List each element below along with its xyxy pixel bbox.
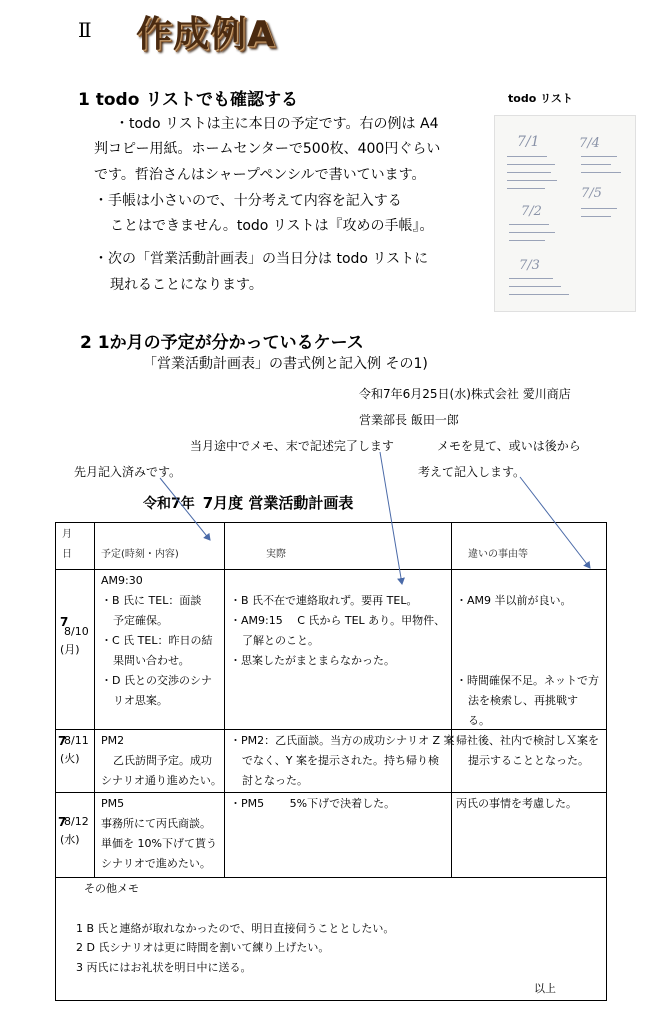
todo-date: 7/2 [521,204,542,219]
date-marker: 7 [58,734,67,748]
body-line: です。哲治さんはシャープペンシルで書いています。 [94,167,426,183]
date-main: 8/12 [64,815,89,828]
annotation-prev-month: 先月記入済みです。 [74,465,182,479]
body-line: ことはできません。todo リストは『攻めの手帳』。 [110,218,434,234]
page-title: 作成例A [136,14,276,55]
header-plan: 予定(時刻・内容) [101,549,179,560]
actual-line: ・PM5 5%下げで決着した。 [230,797,396,810]
annotation-later-2: 考えて記入します。 [418,465,526,479]
plan-line: ・B 氏に TEL：面談 [101,594,202,607]
header-day: 日 [62,549,72,560]
plan-line: シナリオで進めたい。 [101,857,211,870]
actual-line: ・思案したがまとまらなかった。 [230,654,395,667]
plan-line: シナリオ通り進めたい。 [101,774,222,787]
todo-date: 7/4 [579,136,600,151]
section2-heading: 2 1か月の予定が分かっているケース [80,333,364,353]
plan-line: AM9:30 [101,574,143,587]
plan-line: リオ思案。 [113,694,168,707]
diff-line: る。 [468,714,490,727]
body-line: ・手帳は小さいので、十分考えて内容を記入する [94,193,402,209]
todo-date: 7/3 [519,258,540,273]
body-line: 現れることになります。 [110,277,263,293]
body-line: ・todo リストは主に本日の予定です。右の例は A4 [115,116,439,132]
diff-line: 丙氏の事情を考慮した。 [456,797,577,810]
diff-line: 提示することとなった。 [468,754,589,767]
todo-list-caption: todo リスト [508,92,573,105]
date-marker: 7 [60,615,69,629]
weekday: (火) [60,752,80,765]
date-main: 8/10 [64,625,89,638]
diff-line: 法を検索し、再挑戦す [468,694,578,707]
actual-line: 了解とのこと。 [242,634,319,647]
author: 営業部長 飯田一郎 [359,413,459,427]
header-actual: 実際 [266,549,286,560]
plan-line: 予定確保。 [113,614,168,627]
plan-line: 果問い合わせ。 [113,654,190,667]
weekday: (月) [60,643,80,656]
plan-line: 乙氏訪問予定。成功 [113,754,212,767]
plan-line: ・C 氏 TEL：昨日の結 [101,634,213,647]
date-company: 令和7年6月25日(水)株式会社 愛川商店 [359,387,571,401]
body-line: ・次の「営業活動計画表」の当日分は todo リストに [94,251,429,267]
diff-line: ・AM9 半以前が良い。 [456,594,572,607]
date-main: 8/11 [64,734,89,747]
memo-item: 1 B 氏と連絡が取れなかったので、明日直接伺うこととしたい。 [76,922,395,935]
section1-heading: 1 todo リストでも確認する [78,90,298,110]
plan-line: ・D 氏との交渉のシナ [101,674,212,687]
actual-line: 討となった。 [242,774,308,787]
todo-date: 7/5 [581,186,602,201]
header-diff: 違いの事由等 [468,549,528,560]
memo-item: 2 D 氏シナリオは更に時間を割いて練り上げたい。 [76,941,330,954]
date-marker: 7 [58,815,67,829]
plan-line: PM2 [101,734,125,747]
diff-line: ・時間確保不足。ネットで方 [456,674,599,687]
arrow-prev-month [160,478,210,540]
actual-line: ・AM9:15 C 氏から TEL あり。甲物件、 [230,614,446,627]
plan-title-main: 7月度 営業活動計画表 [202,494,354,512]
todo-date: 7/1 [517,134,540,150]
plan-title-era: 令和7年 [143,496,195,512]
plan-line: 単価を 10%下げて貰う [101,837,217,850]
actual-line: ・PM2：乙氏面談。当方の成功シナリオ Z 案 [230,734,455,747]
closing-mark: 以上 [534,982,556,995]
arrow-later [520,477,590,568]
annotation-midmonth: 当月途中でメモ、末で記述完了します [190,439,394,453]
plan-line: 事務所にて丙氏商談。 [101,817,211,830]
weekday: (水) [60,833,80,846]
plan-line: PM5 [101,797,125,810]
actual-line: ・B 氏不在で連絡取れず。要再 TEL。 [230,594,418,607]
arrow-midmonth [380,452,402,584]
section-numeral: Ⅱ [78,18,92,42]
diff-line: 帰社後、社内で検討しＸ案を [456,734,599,747]
section2-subheading: 「営業活動計画表」の書式例と記入例 その1) [143,356,428,372]
annotation-later-1: メモを見て、或いは後から [437,439,581,453]
actual-line: でなく、Y 案を提示された。持ち帰り検 [242,754,439,767]
header-month: 月 [62,529,72,540]
memo-title: その他メモ [84,882,139,895]
memo-item: 3 丙氏にはお礼状を明日中に送る。 [76,961,252,974]
body-line: 判コピー用紙。ホームセンターで500枚、400円ぐらい [94,141,441,157]
